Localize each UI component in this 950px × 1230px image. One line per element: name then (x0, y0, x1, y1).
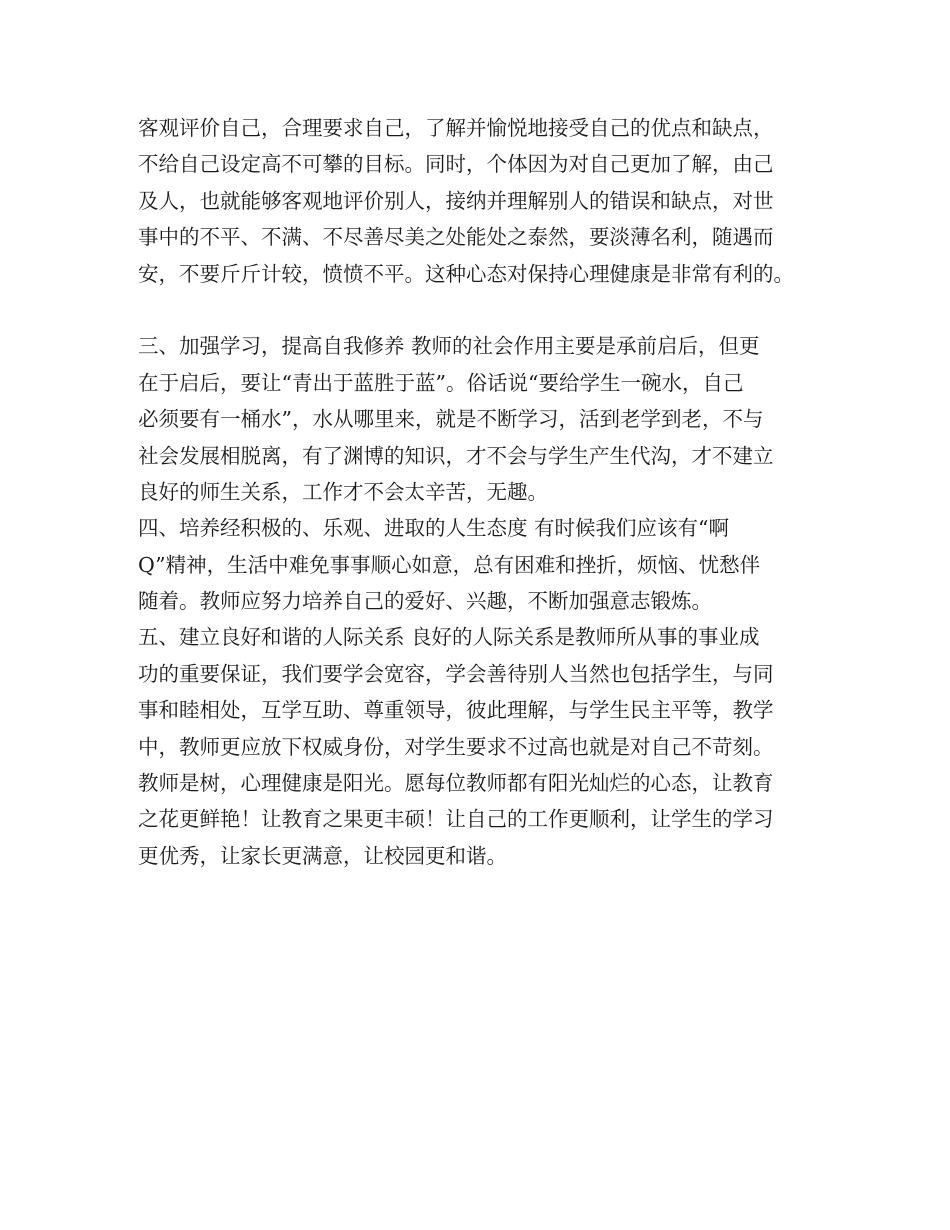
text-line: 功的重要保证，我们要学会宽容，学会善待别人当然也包括学生，与同 (138, 661, 774, 686)
text-line: 五、建立良好和谐的人际关系 良好的人际关系是教师所从事的事业成 (138, 625, 760, 650)
text-line: 中，教师更应放下权威身份，对学生要求不过高也就是对自己不苛刻。 (138, 734, 774, 759)
text-line: Q”精神，生活中难免事事顺心如意，总有困难和挫折，烦恼、忧愁伴 (138, 552, 761, 577)
text-line: 事中的不平、不满、不尽善尽美之处能处之泰然，要淡薄名利，随遇而 (138, 225, 774, 250)
text-line: 及人，也就能够客观地评价别人，接纳并理解别人的错误和缺点，对世 (138, 188, 774, 213)
text-line: 三、加强学习，提高自我修养 教师的社会作用主要是承前启后，但更 (138, 334, 760, 359)
paragraph-section-three (138, 328, 828, 510)
text-line: 之花更鲜艳！让教育之果更丰硕！让自己的工作更顺利，让学生的学习 (138, 807, 774, 832)
text-line: 社会发展相脱离，有了渊博的知识，才不会与学生产生代沟，才不建立 (138, 443, 774, 468)
paragraph-section-four (138, 510, 828, 619)
text-line: 事和睦相处，互学互助、尊重领导，彼此理解，与学生民主平等，教学 (138, 698, 774, 723)
text-line: 必须要有一桶水”，水从哪里来，就是不断学习，活到老学到老，不与 (138, 407, 764, 432)
paragraph-spacer (138, 292, 828, 328)
text-line: 不给自己设定高不可攀的目标。同时，个体因为对自己更加了解，由己 (138, 152, 774, 177)
text-line: 更优秀，让家长更满意，让校园更和谐。 (138, 843, 507, 868)
text-line: 良好的师生关系，工作才不会太辛苦，无趣。 (138, 479, 548, 504)
text-line: 安，不要斤斤计较，愤愤不平。这种心态对保持心理健康是非常有利的。 (138, 261, 794, 286)
text-line: 在于启后，要让“青出于蓝胜于蓝”。俗话说“要给学生一碗水，自己 (138, 370, 744, 395)
text-line: 随着。教师应努力培养自己的爱好、兴趣，不断加强意志锻炼。 (138, 589, 712, 614)
document-body (138, 110, 828, 874)
text-line: 教师是树，心理健康是阳光。愿每位教师都有阳光灿烂的心态，让教育 (138, 771, 774, 796)
paragraph-section-five (138, 619, 828, 874)
paragraph-self-evaluation (138, 110, 828, 292)
text-line: 客观评价自己，合理要求自己，了解并愉悦地接受自己的优点和缺点， (138, 116, 774, 140)
text-line: 四、培养经积极的、乐观、进取的人生态度 有时候我们应该有“啊 (138, 516, 729, 541)
